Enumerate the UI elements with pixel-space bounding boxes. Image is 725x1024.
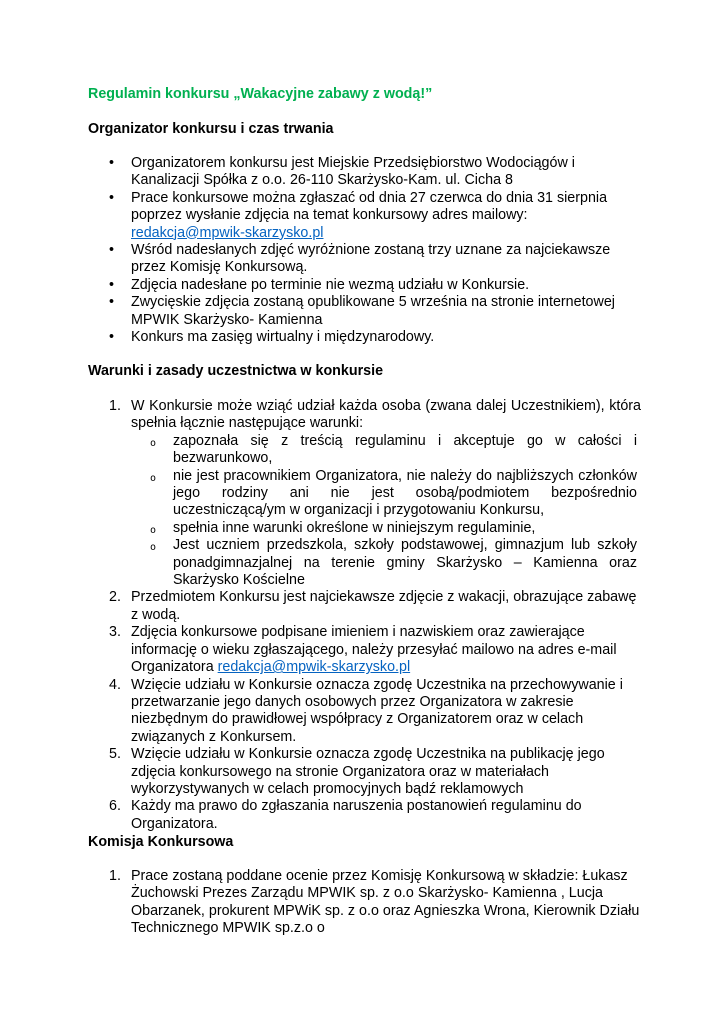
list-item xyxy=(0,277,641,294)
list-item-text: Prace zostaną poddane ocenie przez Komisję Konkursową w składzie: Łukasz Żuchowski Prezes Zarządu MPWIK sp. z o.o Skarżysko- Kamienna , Lucja Obarzanek, prokurent MPWiK sp. z o.o oraz Agnieszka Wrona, Kierownik Działu Technicznego MPWIK sp.z.o o xyxy=(131,868,640,937)
list-number: 1. xyxy=(109,868,121,884)
section-heading-organizer: Organizator konkursu i czas trwania xyxy=(88,121,334,137)
list-item xyxy=(0,190,641,242)
list-number: 6. xyxy=(109,798,121,815)
list-item xyxy=(0,589,641,624)
conditions-numbered-list xyxy=(0,398,725,833)
list-item xyxy=(0,329,641,346)
list-number: 4. xyxy=(109,676,121,693)
list-item-text: Zwycięskie zdjęcia zostaną opublikowane 5 września na stronie internetowej MPWIK Skarżysko- Kamienna xyxy=(131,294,615,328)
sub-list-item: o Jest uczniem przedszkola, szkoły podstawowej, gimnazjum lub szkoły ponadgimnazjalnej na terenie gminy Skarżysko – Kamienna oraz Skarżysko Kościelne xyxy=(131,537,637,589)
list-item-text: Wzięcie udziału w Konkursie oznacza zgodę Uczestnika na przechowywanie i przetwarzanie jego danych osobowych przez Organizatora w zakresie niezbędnym do prawidłowej współpracy z Organizatorem oraz w celach związanych z Konkursem. xyxy=(131,676,623,745)
list-item-text: Wśród nadesłanych zdjęć wyróżnione zostaną trzy uznane za najciekawsze przez Komisję Konkursową. xyxy=(131,242,611,276)
sub-list-item: o zapoznała się z treścią regulaminu i akceptuje go w całości i bezwarunkowo, xyxy=(131,433,637,468)
sub-list-item: o nie jest pracownikiem Organizatora, nie należy do najbliższych członków jego rodziny ani nie jest osobą/podmiotem bezpośrednio uczestniczącą/ym w organizacji i przygotowaniu Konkursu, xyxy=(131,468,637,520)
list-item xyxy=(0,294,641,329)
email-link[interactable]: redakcja@mpwik-skarzysko.pl xyxy=(217,659,411,676)
list-number: 5. xyxy=(109,746,121,763)
list-item-text: Wzięcie udziału w Konkursie oznacza zgodę Uczestnika na publikację jego zdjęcia konkursowego na stronie Organizatora oraz w materiałach wykorzystywanych w celach promocyjnych bądź reklamowych xyxy=(131,746,605,797)
list-item xyxy=(0,746,641,798)
list-item-text: Każdy ma prawo do zgłaszania naruszenia postanowień regulaminu do Organizatora. xyxy=(131,798,582,832)
list-item-text: W Konkursie może wziąć udział każda osoba (zwana dalej Uczestnikiem), która spełnia łącznie następujące warunki: xyxy=(131,398,641,432)
list-item-text: Organizatorem konkursu jest Miejskie Przedsiębiorstwo Wodociągów i Kanalizacji Spółka z o.o. 26-110 Skarżysko-Kam. ul. Cicha 8 xyxy=(131,155,575,189)
list-item xyxy=(0,624,641,676)
list-item-text: Konkurs ma zasięg wirtualny i międzynarodowy. xyxy=(131,329,435,346)
list-item-text: Zdjęcia konkursowe podpisane imieniem i nazwiskiem oraz zawierające informację o wieku zgłaszającego, należy przesyłać mailowo na adres e-mail Organizatora xyxy=(131,624,617,676)
list-item xyxy=(0,677,641,747)
section-heading-committee: Komisja Konkursowa xyxy=(88,834,234,850)
list-number: 3. xyxy=(109,624,121,641)
committee-numbered-list xyxy=(0,868,725,938)
list-item-text: Zdjęcia nadesłane po terminie nie wezmą udziału w Konkursie. xyxy=(131,276,530,293)
section-heading-conditions: Warunki i zasady uczestnictwa w konkursie xyxy=(88,363,384,379)
list-number: 2. xyxy=(109,589,121,606)
document-title: Regulamin konkursu „Wakacyjne zabawy z wodą!” xyxy=(88,86,433,102)
list-item xyxy=(0,242,641,277)
conditions-sub-list xyxy=(131,433,641,590)
list-item-text: Prace konkursowe można zgłaszać od dnia 27 czerwca do dnia 31 sierpnia poprzez wysłanie zdjęcia na temat konkursowy adres mailowy: xyxy=(131,189,608,224)
email-link[interactable]: redakcja@mpwik-skarzysko.pl xyxy=(131,224,324,241)
list-item xyxy=(0,398,641,589)
list-item xyxy=(0,798,641,833)
list-item-text: Przedmiotem Konkursu jest najciekawsze zdjęcie z wakacji, obrazujące zabawę z wodą. xyxy=(131,589,637,623)
sub-list-item: o spełnia inne warunki określone w niniejszym regulaminie, xyxy=(131,520,637,537)
list-item xyxy=(0,868,641,938)
list-item xyxy=(0,155,641,190)
list-number: 1. xyxy=(109,398,121,414)
organizer-bullet-list xyxy=(0,155,725,346)
